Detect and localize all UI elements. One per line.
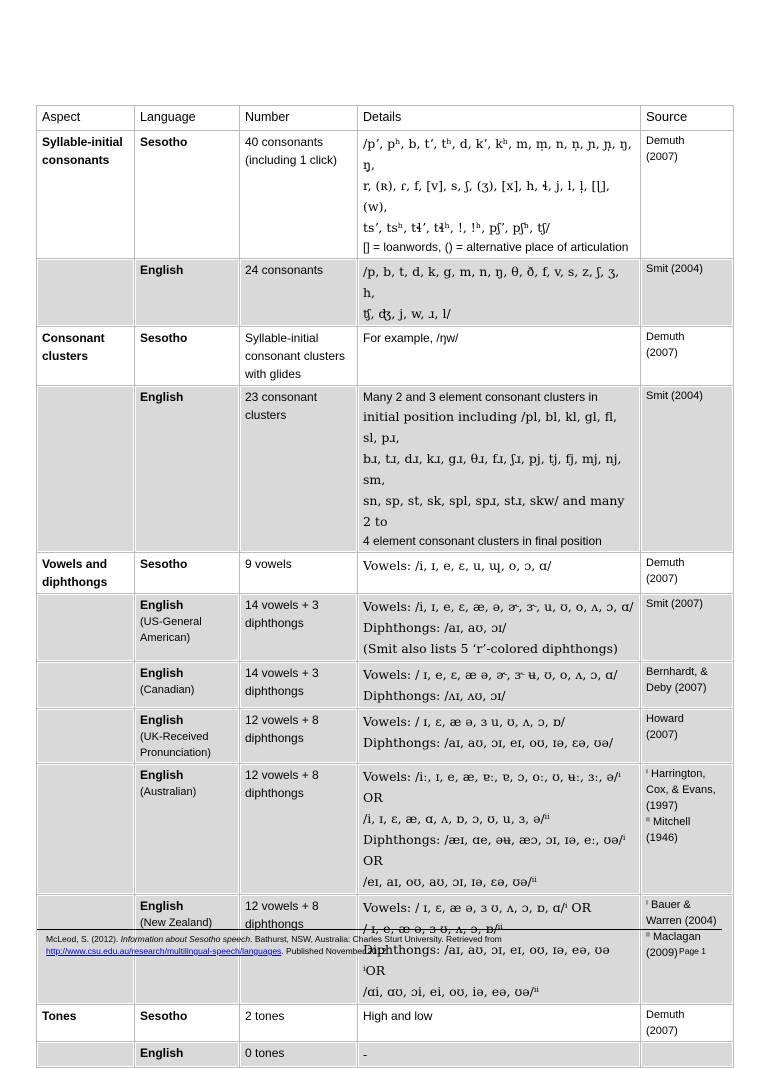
details-line: /ɑi, ɑʊ, ɔi, ei, oʊ, iə, eə, ʊə/ⁱⁱ — [363, 984, 539, 999]
header-language: Language — [135, 106, 240, 131]
details-line: Diphthongs: /aɪ, aʊ, ɔɪ, eɪ, oʊ, ɪə, ɛə, ʊə/ — [363, 735, 614, 750]
cell-details — [358, 327, 641, 386]
details-line: /eɪ, aɪ, oʊ, aʊ, ɔɪ, ɪə, ɛə, ʊə/ⁱⁱ — [363, 874, 537, 889]
citation-title: Information about Sesotho speech — [120, 934, 251, 944]
details-line: Vowels: / ɪ, ɛ, æ ə, ɜ u, ʊ, ʌ, ɔ, ɒ/ — [363, 714, 565, 729]
cell-language — [135, 594, 240, 662]
table-row — [37, 594, 734, 662]
source-line: ⁱ Bauer & — [646, 899, 691, 911]
footer — [46, 933, 706, 957]
details-line: /p, b, t, d, k, g, m, n, ŋ, θ, ð, f, v, s, z, ʃ, ʒ, h, — [363, 264, 620, 300]
cell-aspect: Tones — [37, 1005, 135, 1042]
source-line: (2007) — [646, 573, 678, 585]
details-line: /pʼ, pʰ, b, tʼ, tʰ, d, kʼ, kʰ, m, m̩, n, n̩, ɲ, ɲ̩, ŋ, ŋ̩, — [363, 136, 632, 172]
table-row — [37, 131, 734, 259]
source-line: (1997) — [646, 800, 678, 812]
language-name: Sesotho — [140, 557, 188, 571]
cell-source — [641, 709, 734, 764]
source-line: (2009) — [646, 947, 678, 959]
table-row — [37, 259, 734, 327]
cell-aspect — [37, 662, 135, 709]
details-line: initial position including /pl, bl, kl, gl, fl, sl, pɹ, — [363, 409, 618, 445]
language-variety: (US-General American) — [140, 616, 202, 644]
cell-details — [358, 764, 641, 895]
details-line: Vowels: / ɪ, ɛ, æ ə, ɜ ʊ, ʌ, ɔ, ɒ, ɑ/ⁱ OR — [363, 900, 592, 915]
cell-source — [641, 1042, 734, 1068]
language-variety: (Australian) — [140, 786, 197, 798]
details-line: bɹ, tɹ, dɹ, kɹ, gɹ, θɹ, fɹ, ʃɹ, pj, tj, fj, mj, nj, sm, — [363, 451, 622, 487]
citation-rest: . Bathurst, NSW, Australia: Charles Sturt University. Retrieved from — [250, 934, 502, 944]
source-line: Demuth — [646, 331, 685, 343]
details-line: - — [363, 1047, 368, 1062]
header-source: Source — [641, 106, 734, 131]
cell-language — [135, 131, 240, 259]
source-line: Deby (2007) — [646, 682, 707, 694]
language-variety: (UK-Received Pronunciation) — [140, 731, 211, 759]
cell-aspect: Consonant clusters — [37, 327, 135, 386]
source-line: Demuth — [646, 1009, 685, 1021]
cell-language — [135, 1042, 240, 1068]
source-line: Howard — [646, 713, 684, 725]
cell-language — [135, 259, 240, 327]
cell-language — [135, 386, 240, 553]
details-line: High and low — [363, 1009, 433, 1023]
table-row — [37, 386, 734, 553]
published-note: . Published November 2012. — [281, 946, 389, 956]
table-row — [37, 327, 734, 386]
cell-source — [641, 327, 734, 386]
source-line: (2007) — [646, 1025, 678, 1037]
language-name: Sesotho — [140, 135, 188, 149]
table-row — [37, 1005, 734, 1042]
details-line: For example, /ŋw/ — [363, 331, 459, 345]
language-name: English — [140, 899, 184, 913]
language-name: English — [140, 666, 184, 680]
citation-link[interactable]: http://www.csu.edu.au/research/multilingual-speech/languages — [46, 946, 282, 956]
language-name: Sesotho — [140, 1009, 188, 1023]
details-line: Vowels: /i, ɪ, e, ɛ, æ, ə, ɚ, ɝ, u, ʊ, o, ʌ, ɔ, ɑ/ — [363, 599, 634, 614]
cell-language — [135, 553, 240, 594]
language-name: English — [140, 263, 184, 277]
details-line: Diphthongs: /ʌɪ, ʌʊ, ɔɪ/ — [363, 688, 506, 703]
cell-details — [358, 386, 641, 553]
source-line: Warren (2004) — [646, 915, 717, 927]
cell-details — [358, 1005, 641, 1042]
language-name: English — [140, 713, 184, 727]
page-number: Page 1 — [679, 946, 706, 956]
language-name: English — [140, 598, 184, 612]
source-line: Demuth — [646, 135, 685, 147]
details-line: Diphthongs: /aɪ, aʊ, ɔɪ/ — [363, 620, 507, 635]
cell-aspect — [37, 764, 135, 895]
cell-language — [135, 1005, 240, 1042]
cell-aspect — [37, 1042, 135, 1068]
cell-source — [641, 131, 734, 259]
details-line: Diphthongs: /æɪ, ɑe, əʉ, æɔ, ɔɪ, ɪə, eː, ʊə/ⁱ OR — [363, 832, 626, 868]
cell-number: 12 vowels + 8 diphthongs — [240, 764, 358, 895]
cell-aspect — [37, 709, 135, 764]
table-row — [37, 764, 734, 895]
cell-number: 14 vowels + 3 diphthongs — [240, 662, 358, 709]
cell-language — [135, 327, 240, 386]
language-name: English — [140, 1046, 184, 1060]
details-line: Diphthongs: /aɪ, aʊ, ɔɪ, eɪ, oʊ, ɪə, eə, ʊə ⁱOR — [363, 942, 610, 978]
cell-source — [641, 594, 734, 662]
cell-source — [641, 259, 734, 327]
cell-source — [641, 764, 734, 895]
header-details: Details — [358, 106, 641, 131]
cell-number: 24 consonants — [240, 259, 358, 327]
cell-number: 12 vowels + 8 diphthongs — [240, 895, 358, 1005]
cell-source — [641, 662, 734, 709]
cell-aspect: Vowels and diphthongs — [37, 553, 135, 594]
cell-details — [358, 662, 641, 709]
footer-divider — [37, 929, 722, 930]
language-name: English — [140, 768, 184, 782]
cell-number: Syllable-initial consonant clusters with glides — [240, 327, 358, 386]
language-name: English — [140, 390, 184, 404]
cell-details — [358, 259, 641, 327]
details-line: ʧ, ʤ, j, w, ɹ, l/ — [363, 306, 451, 321]
details-line: 4 element consonant clusters in final position — [363, 534, 602, 548]
citation-author: McLeod, S. (2012). — [46, 934, 121, 944]
cell-number: 23 consonant clusters — [240, 386, 358, 553]
cell-language — [135, 764, 240, 895]
details-line: sn, sp, st, sk, spl, spɹ, stɹ, skw/ and many 2 to — [363, 493, 625, 529]
table-row — [37, 1042, 734, 1068]
details-line: Vowels: /iː, ɪ, e, æ, ɐː, ɐ, ɔ, oː, ʊ, ʉː, ɜː, ə/ⁱ OR — [363, 769, 621, 805]
language-name: Sesotho — [140, 331, 188, 345]
cell-source — [641, 386, 734, 553]
cell-number: 40 consonants (including 1 click) — [240, 131, 358, 259]
language-variety: (Canadian) — [140, 684, 195, 696]
source-line: Bernhardt, & — [646, 666, 708, 678]
cell-aspect — [37, 259, 135, 327]
cell-details — [358, 553, 641, 594]
details-line: / ɪ, e, æ ə, ɜ ʊ, ʌ, ɔ, ɒ/ⁱⁱ — [363, 921, 503, 936]
details-line: Many 2 and 3 element consonant clusters in — [363, 390, 598, 404]
cell-source — [641, 553, 734, 594]
details-line: tsʼ, tsʰ, tɬʼ, tɬʰ, !, !ʰ, pʃʼ, pʃʰ, tʃ/ — [363, 220, 550, 235]
cell-language — [135, 709, 240, 764]
source-line: ⁱⁱ Mitchell — [646, 816, 691, 828]
source-line: ⁱ Harrington, — [646, 768, 706, 780]
source-line: ⁱⁱ Maclagan — [646, 931, 701, 943]
cell-number: 0 tones — [240, 1042, 358, 1068]
cell-language — [135, 662, 240, 709]
cell-aspect — [37, 386, 135, 553]
cell-details — [358, 709, 641, 764]
source-line: Smit (2004) — [646, 263, 703, 275]
source-line: Smit (2004) — [646, 390, 703, 402]
cell-details — [358, 131, 641, 259]
source-line: (1946) — [646, 832, 678, 844]
cell-number: 2 tones — [240, 1005, 358, 1042]
table-row — [37, 553, 734, 594]
phonology-table — [36, 105, 734, 1068]
source-line: Demuth — [646, 557, 685, 569]
cell-aspect — [37, 594, 135, 662]
cell-number: 12 vowels + 8 diphthongs — [240, 709, 358, 764]
cell-details — [358, 594, 641, 662]
cell-aspect: Syllable-initial consonants — [37, 131, 135, 259]
cell-source — [641, 1005, 734, 1042]
language-variety: (New Zealand) — [140, 917, 213, 929]
details-line: /i, ɪ, ɛ, æ, ɑ, ʌ, ɒ, ɔ, ʊ, u, ɜ, ə/ⁱⁱ — [363, 811, 550, 826]
source-line: (2007) — [646, 347, 678, 359]
source-line: Cox, & Evans, — [646, 784, 716, 796]
header-number: Number — [240, 106, 358, 131]
citation — [46, 933, 706, 945]
table-header-row — [37, 106, 734, 131]
details-line: (Smit also lists 5 ‘r’-colored diphthongs) — [363, 641, 618, 656]
cell-number: 14 vowels + 3 diphthongs — [240, 594, 358, 662]
source-line: (2007) — [646, 729, 678, 741]
details-line: r, (ʀ), ɾ, f, [v], s, ʃ, (ʒ), [x], h, ɬ, j, l, l̩, [ɭ], (w), — [363, 178, 610, 214]
table-row — [37, 662, 734, 709]
cell-number: 9 vowels — [240, 553, 358, 594]
cell-details — [358, 1042, 641, 1068]
details-line: Vowels: / ɪ, e, ɛ, æ ə, ɚ, ɝ ʉ, ʊ, o, ʌ, ɔ, ɑ/ — [363, 667, 618, 682]
table-row — [37, 709, 734, 764]
header-aspect: Aspect — [37, 106, 135, 131]
source-line: (2007) — [646, 151, 678, 163]
details-line: Vowels: /i, ɪ, e, ɛ, u, ɰ, o, ɔ, ɑ/ — [363, 558, 552, 573]
details-line: [] = loanwords, () = alternative place of articulation — [363, 240, 629, 254]
source-line: Smit (2007) — [646, 598, 703, 610]
